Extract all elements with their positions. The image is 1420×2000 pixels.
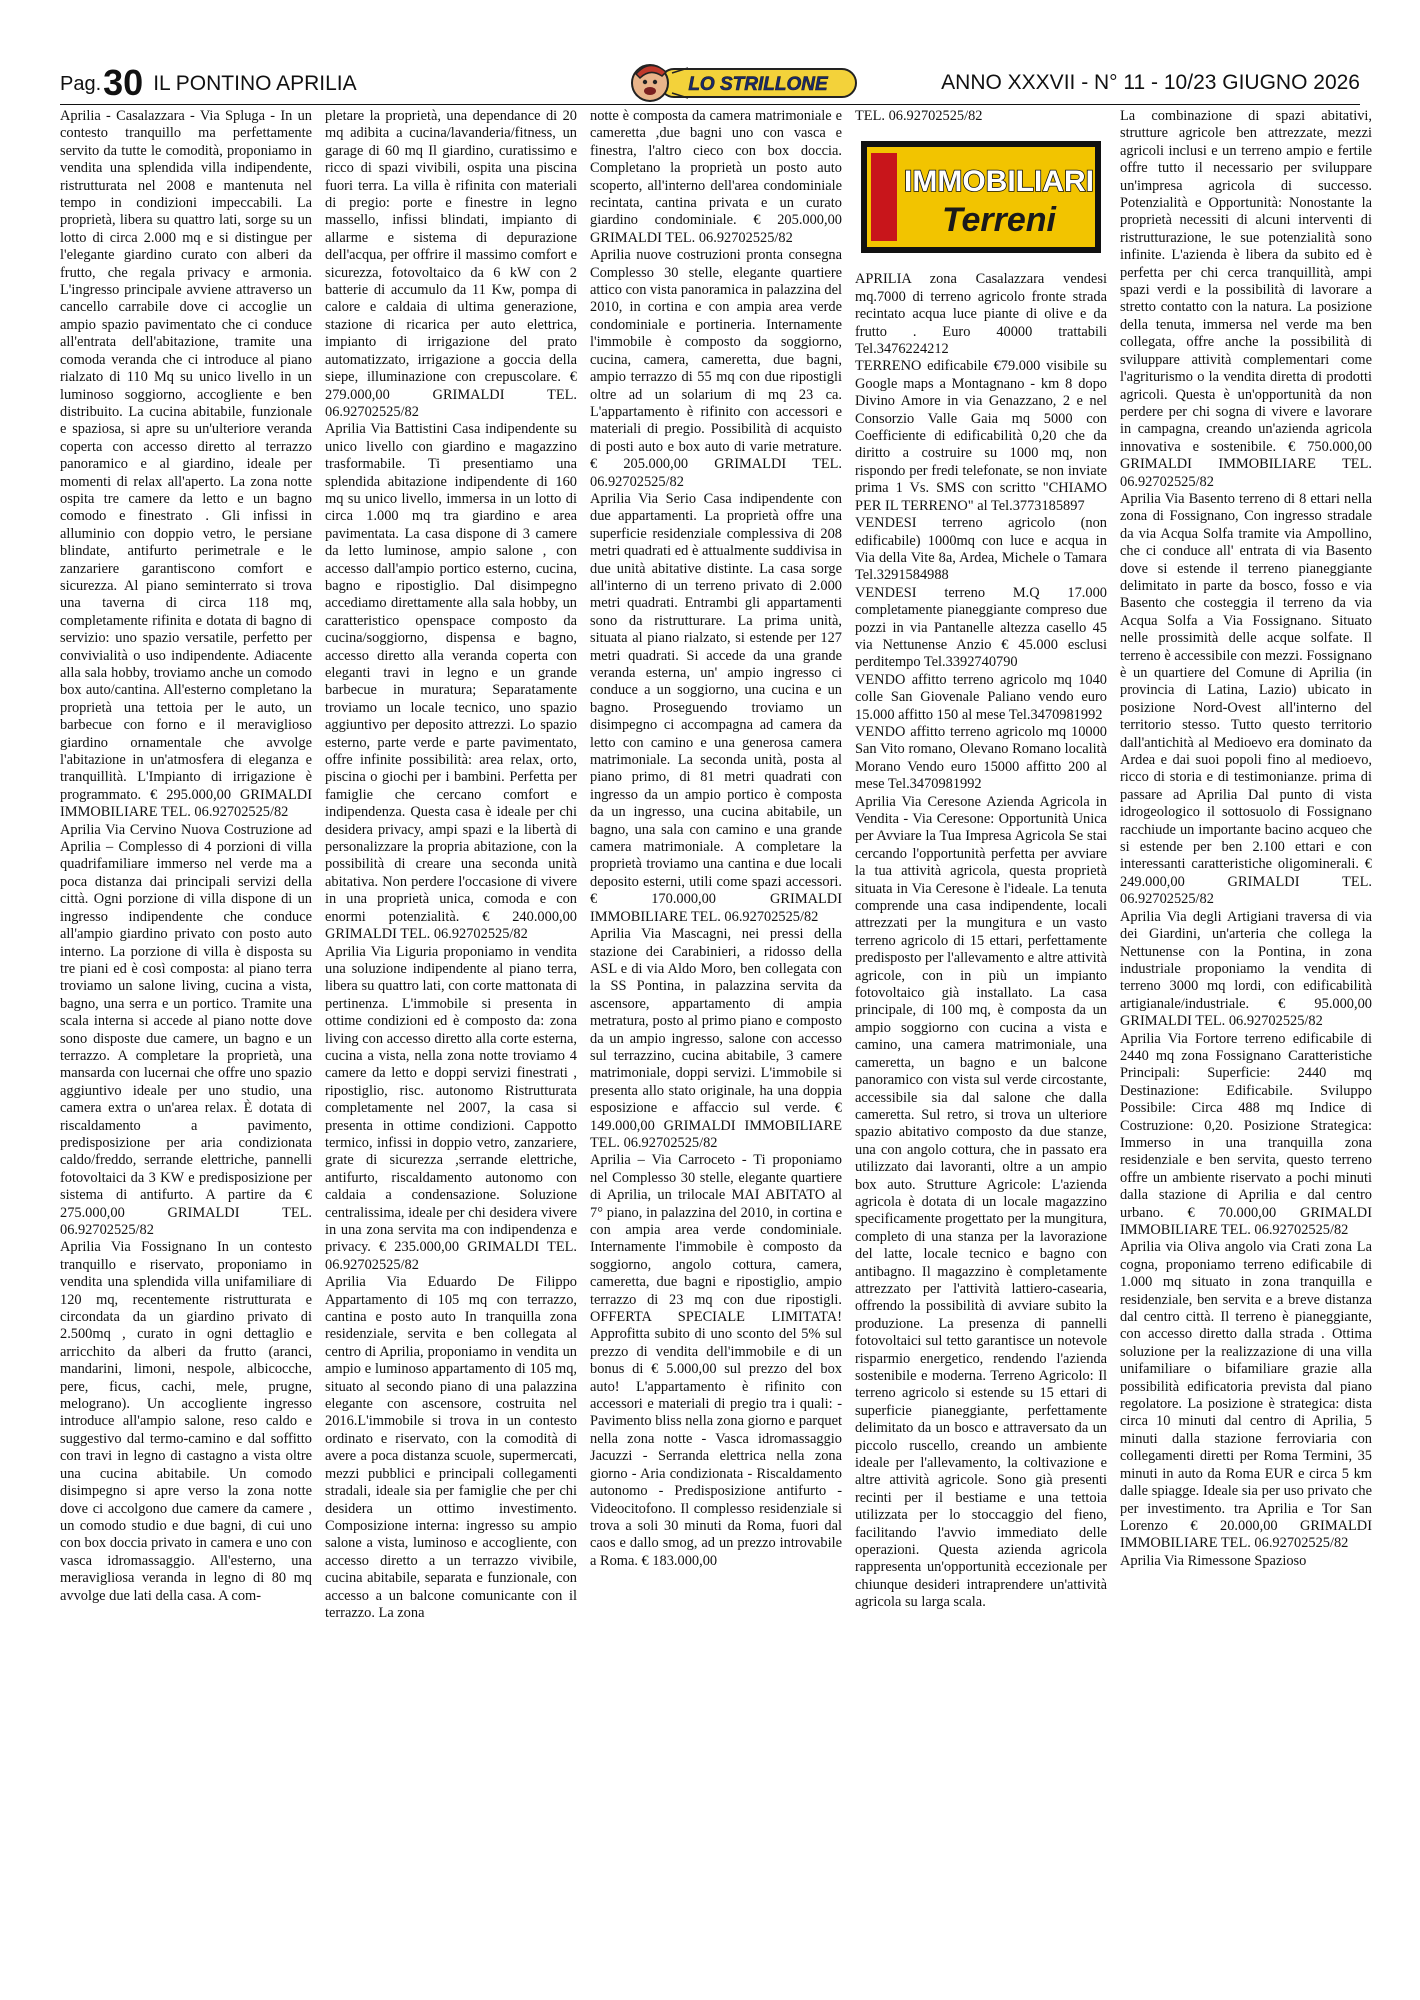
listing: TERRENO edificabile €79.000 visibile su Google maps a Montagnano - km 8 dopo Divino Amore in via Genazzano, 2 e nel Consorzio Valle Gaia mq 5000 con Coefficiente di edificabilità 0,20 che da diritto a costruire su 1000 mq, non rispondo per fredi telefonate, se non inviate prima 1 Vs. SMS con scritto "CHIAMO PER IL TERRENO" al Tel.3773185897 (855, 358, 1107, 514)
listing: Aprilia Via Mascagni, nei pressi della stazione dei Carabinieri, a ridosso della ASL e di via Aldo Moro, ben collegata con la SS Pontina, in palazzina servita da ascensore, appartamento di ampia metratura, posto al primo piano e composto da un ampio ingresso, salone con accesso sul terrazzino, cucina abitabile, 3 camere matrimoniale, doppi servizi. L'immobile si presenta allo stato originale, ha una doppia esposizione e affaccio sul verde. € 149.000,00 GRIMALDI IMMOBILIARE TEL. 06.92702525/82 (590, 926, 842, 1151)
listing: Aprilia Via Rimessone Spazioso (1120, 1552, 1307, 1569)
banner-subtitle: Terreni (941, 201, 1057, 240)
listing: pletare la proprietà, una dependance di 20 mq adibita a cucina/lavanderia/fitness, un garage di 60 mq Il giardino, curatissimo e ricco di spazi vivibili, ospita una piscina fuori terra. La villa è rifinita con materiali di pregio: porte e finestre in legno massello, infissi blindati, impianto di allarme e sistema di depurazione dell'acqua, per offrire il massimo comfort e sicurezza, fotovoltaico da 6 kW con 2 batterie di accumulo da 11 Kw, pompa di calore e caldaia di ultima generazione, stazione di ricarica per auto elettrica, impianto di irrigazione del prato automatizzato, irrigazione a goccia della siepe, illuminazione con crepuscolare. € 279.000,00 GRIMALDI TEL. 06.92702525/82 (325, 108, 577, 420)
strillone-logo (628, 60, 858, 106)
page-prefix: Pag. (60, 73, 102, 95)
listing: Aprilia Via Basento terreno di 8 ettari nella zona di Fossignano, Con ingresso stradale da via Acqua Solfa tramite via Ampollino, che ci conduce all' entrata di via Basento dove si estende il terreno pianeggiante delimitato in parte da bosco, fosso e via Basento che costeggia il terreno da via Acqua Solfa a Via Fossignano. Situato nelle prossimità delle acque solfate. Il terreno è accessibile con mezzi. Fossignano è un quartiere del Comune di Aprilia (in provincia di Latina, Lazio) ubicato in posizione Nord-Ovest all'interno del territorio stesso. Tutto questo territorio dall'antichità al Medioevo era dominato da Ardea e dai suoi popoli fino al medioevo, ricco di storia e di testimonianze. prima di passare ad Aprilia Dal punto di vista idrogeologico il sottosuolo di Fossignano racchiude un importante bacino acqueo che si estende per ben 2.100 ettari e con interessanti caratteristiche oligominerali. € 249.000,00 GRIMALDI TEL. 06.92702525/82 (1120, 490, 1372, 908)
strillone-logo-graphic (628, 60, 858, 106)
publication-name: IL PONTINO APRILIA (153, 72, 357, 95)
listing: APRILIA zona Casalazzara vendesi mq.7000 di terreno agricolo fronte strada recintato acqua luce piante di olive e da frutto . Euro 40000 trattabili Tel.3476224212 (855, 271, 1107, 358)
section-banner (861, 141, 1101, 253)
listing: VENDESI terreno agricolo (non edificabile) 1000mq con luce e acqua in Via della Vite 8a, Ardea, Michele o Tamara Tel.3291584988 (855, 515, 1107, 584)
banner-title: IMMOBILIARI (904, 165, 1094, 199)
column-5 (1120, 108, 1372, 1978)
listing: Aprilia Via Fortore terreno edificabile di 2440 mq zona Fossignano Caratteristiche Principali: Superficie: 2440 mq Destinazione: Edificabile. Sviluppo Possibile: Circa 488 mq Indice di Costruzione: 0,20. Posizione Strategica: Immerso in una tranquilla zona residenziale e ben servita, questo terreno offre un ambiente riservato a pochi minuti dalla stazione di Aprilia e dal centro urbano. € 70.000,00 GRIMALDI IMMOBILIARE TEL. 06.92702525/82 (1120, 1030, 1372, 1238)
listing: Aprilia - Casalazzara - Via Spluga - In un contesto tranquillo ma perfettamente servito da tutte le comodità, proponiamo in vendita una splendida villa indipendente, ristrutturata nel 2008 e mantenuta nel tempo in condizioni impeccabili. La proprietà, libera su quattro lati, sorge su un lotto di circa 2.000 mq e si distingue per l'elegante giardino curato con alberi da frutto, che regala privacy e armonia. L'ingresso principale avviene attraverso un cancello carrabile dove ci accoglie un ampio spazio pavimentato che ci conduce all'entrata dell'abitazione, tramite una comoda veranda che ci introduce al piano rialzato di 110 Mq su unico livello in un luminoso soggiorno, accogliente e ben distribuito. La cucina abitabile, funzionale e spaziosa, si apre su un'ulteriore veranda coperta con accesso diretto al terrazzo panoramico e al giardino, ideale per momenti di relax all'aperto. La zona notte ospita tre camere da letto e un bagno comodo e finestrato . Gli infissi in alluminio con doppio vetro, le persiane blindate, antifurto perimetrale e le zanzariere garantiscono comfort e sicurezza. Al piano seminterrato si trova una taverna di circa 118 mq, completamente rifinita e dotata di bagno di servizio: uno spazio versatile, perfetto per convivialità o uso indipendente. Adiacente alla sala hobby, troviamo anche un comodo box auto/cantina. All'esterno completano la proprietà una tettoia per le auto, un barbecue con forno e il meraviglioso giardino ornamentale che avvolge l'abitazione in un'atmosfera di eleganza e tranquillità. L'Impianto di irrigazione è programmato. € 295.000,00 GRIMALDI IMMOBILIARE TEL. 06.92702525/82 (60, 108, 312, 821)
banner-graphic (861, 141, 1101, 253)
listing: Aprilia Via Eduardo De Filippo Appartamento di 105 mq con terrazzo, cantina e posto auto In tranquilla zona residenziale, servita e ben collegata al centro di Aprilia, proponiamo in vendita un ampio e luminoso appartamento di 105 mq, situato al secondo piano di una palazzina elegante con ascensore, costruita nel 2016.L'immobile si trova in un contesto ordinato e riservato, con la comodità di avere a poca distanza scuole, supermercati, mezzi pubblici e principali collegamenti stradali, ideale sia per famiglie che per chi desidera un ottimo investimento. Composizione interna: ingresso su ampio salone a vista, luminoso e accogliente, con accesso diretto a un terrazzo vivibile, cucina abitabile, separata e funzionale, con accesso a un balcone comunicante con il terrazzo. La zona (325, 1274, 577, 1621)
listing-continuation: TEL. 06.92702525/82 (855, 108, 983, 124)
page-label (60, 62, 357, 105)
listing: Aprilia – Via Carroceto - Ti proponiamo nel Complesso 30 stelle, elegante quartiere di Aprilia, un trilocale MAI ABITATO al 7° piano, in palazzina del 2010, in cortina e con ampia area verde condominiale. Internamente l'immobile è composto da soggiorno, angolo cottura, camera, cameretta, due bagni e ripostiglio, ampio terrazzo di 23 mq con due ripostigli. OFFERTA SPECIALE LIMITATA! Approfitta subito di uno sconto del 5% sul prezzo di vendita dell'immobile e di un bonus di € 5.000,00 sul prezzo del box auto! L'appartamento è rifinito con accessori e materiali di pregio tra i quali: - Pavimento bliss nella zona giorno e parquet nella zona notte - Vasca idromassaggio Jacuzzi - Serranda elettrica nella zona giorno - Aria condizionata - Riscaldamento autonomo - Predisposizione antifurto - Videocitofono. Il complesso residenziale si trova a soli 30 minuti da Roma, fuori dal caos e dallo smog, ad un prezzo introvabile a Roma. € 183.000,00 (590, 1152, 842, 1569)
column-4 (855, 108, 1107, 1978)
listing: Aprilia Via Serio Casa indipendente con due appartamenti. La proprietà offre una superficie residenziale complessiva di 208 metri quadrati ed è attualmente suddivisa in due unità abitative distinte. La casa sorge all'interno di un terreno privato di 2.000 metri quadrati. Entrambi gli appartamenti sono da ristrutturare. La prima unità, situata al piano rialzato, si estende per 127 metri quadrati. Si accede da una grande veranda esterna, un' ampio ingresso ci conduce a un soggiorno, una cucina e un bagno. Proseguendo troviamo un disimpegno ci accompagna ad camera da letto con camino e una generosa camera matrimoniale. La seconda unità, posta al piano primo, di 81 metri quadrati con ingresso da un ampio portico è composta da un ingresso, una cucina abitabile, un bagno, una sala con camino e una grande camera matrimoniale. A completare la proprietà troviamo una cantina e due locali deposito esterni, utili come spazi accessori. € 170.000,00 GRIMALDI IMMOBILIARE TEL. 06.92702525/82 (590, 490, 842, 925)
listing: Aprilia Via Fossignano In un contesto tranquillo e riservato, proponiamo in vendita una splendida villa unifamiliare di 120 mq, recentemente ristrutturata e circondata da un giardino privato di 2.500mq , curato in ogni dettaglio e arricchito da alberi da frutto (aranci, mandarini, limoni, nespole, albicocche, pere, ficus, cachi, mele, prugne, melograno). Un accogliente ingresso introduce all'ampio salone, reso caldo e suggestivo dal termo-camino e dal soffitto con travi in legno di castagno a vista oltre una cucina abitabile. Un comodo disimpegno si apre verso la zona notte dove ci accolgono due camere da camere , un comodo studio e due bagni, di cui uno con box doccia privato in camera e uno con vasca idromassaggio. All'esterno, una meravigliosa veranda in legno di 80 mq avvolge due lati della casa. A com- (60, 1239, 312, 1604)
listing: Aprilia via Oliva angolo via Crati zona La cogna, proponiamo terreno edificabile di 1.000 mq situato in zona tranquilla e residenziale, ben servita e a breve distanza dal centro città. Il terreno è pianeggiante, con accesso diretto dalla strada . Ottima soluzione per la realizzazione di una villa unifamiliare o bifamiliare grazie alla possibilità edificatoria prevista dal piano regolatore. La posizione è strategica: dista circa 10 minuti dal centro di Aprilia, 5 minuti dalla stazione ferroviaria con collegamenti diretti per Roma Termini, 35 minuti in auto da Roma EUR e circa 5 km dalle spiagge. Ideale sia per uso privato che per investimento. tra Aprilia e Tor San Lorenzo € 20.000,00 GRIMALDI IMMOBILIARE TEL. 06.92702525/82 (1120, 1239, 1372, 1552)
listing: Aprilia Via Liguria proponiamo in vendita una soluzione indipendente al piano terra, libera su quattro lati, con corte mattonata di pertinenza. L'immobile si presenta in ottime condizioni ed è composto da: zona living con accesso diretto alla corte esterna, cucina a vista, nella zona notte troviamo 4 camere da letto e doppi servizi finestrati , ripostiglio, risc. autonomo Ristrutturata completamente nel 2007, la casa si presenta in ottime condizioni. Cappotto termico, infissi in doppio vetro, zanzariere, grate di sicurezza ,serrande elettriche, antifurto, riscaldamento autonomo con caldaia a condensazione. Soluzione centralissima, ideale per chi desidera vivere in una zona servita ma con indipendenza e privacy. € 235.000,00 GRIMALDI TEL. 06.92702525/82 (325, 943, 577, 1273)
listing: Aprilia Via Battistini Casa indipendente su unico livello con giardino e magazzino trasformabile. Ti presentiamo una splendida abitazione indipendente di 160 mq su unico livello, immersa in un lotto di circa 1.000 mq tra giardino e area pavimentata. La casa dispone di 3 camere da letto luminose, ampio salone , con accesso dall'ampio portico esterno, cucina, bagno e ripostiglio. Dal disimpegno accediamo direttamente alla sala hobby, un caratteristico openspace composto da cucina/soggiorno, dispensa e bagno, accesso diretto alla veranda coperta con eleganti travi in legno e un grande barbecue in muratura; Separatamente troviamo un locale tecnico, uno spazio aggiuntivo per deposito attrezzi. Lo spazio esterno, parte verde e parte pavimentato, offre infinite possibilità: area relax, orto, piscina o giochi per i bambini. Perfetta per famiglie che cercano comfort e indipendenza. Questa casa è ideale per chi desidera privacy, ampi spazi e la libertà di personalizzare la propria abitazione, con la possibilità di creare una seconda unità abitativa. Non perdere l'occasione di vivere in una proprietà unica, comoda e con enormi potenzialità. € 240.000,00 GRIMALDI TEL. 06.92702525/82 (325, 421, 577, 943)
column-1 (60, 108, 312, 1978)
page-number: 30 (103, 62, 144, 103)
listing: VENDESI terreno M.Q 17.000 completamente pianeggiante compreso due pozzi in via Pantanelle altezza casello 45 via Nettunense Anzio € 45.000 esclusi perditempo Tel.3392740790 (855, 584, 1107, 671)
listing: Aprilia Via degli Artigiani traversa di via dei Giardini, un'arteria che collega la Nettunense con la Pontina, in zona industriale proponiamo la vendita di terreno 3000 mq lordi, con edificabilità artigianale/industriale. € 95.000,00 GRIMALDI TEL. 06.92702525/82 (1120, 908, 1372, 1030)
listing: La combinazione di spazi abitativi, strutture agricole ben attrezzate, mezzi agricoli inclusi e un terreno ampio e fertile offre tutto il necessario per sviluppare un'impresa agricola di successo. Potenzialità e Opportunità: Nonostante la proprietà necessiti di alcuni interventi di ristrutturazione, le sue potenzialità sono infinite. L'azienda è libera da subito ed è perfetta per chi cerca tranquillità, ampi spazi verdi e la possibilità di lavorare a stretto contatto con la natura. La posizione della tenuta, immersa nel verde ma ben collegata, offre anche la possibilità di sviluppare attività complementari come l'agriturismo o la vendita diretta di prodotti agricoli. Questa è un'opportunità da non perdere per chi sogna di vivere e lavorare in campagna, creando un'azienda agricola innovativa e sostenibile. € 750.000,00 GRIMALDI IMMOBILIARE TEL. 06.92702525/82 (1120, 108, 1372, 490)
listing: Aprilia Via Ceresone Azienda Agricola in Vendita - Via Ceresone: Opportunità Unica per Avviare la Tua Impresa Agricola Se stai cercando l'opportunità perfetta per avviare la tua attività agricola, questa proprietà situata in Via Ceresone è l'ideale. La tenuta comprende una casa indipendente, locali attrezzati per la mungitura e un vasto terreno agricolo di 15 ettari, perfettamente predisposto per l'allevamento e altre attività agricole, con in più un impianto fotovoltaico già installato. La casa principale, di 100 mq, è composta da un ampio soggiorno con cucina a vista e camino, una camera matrimoniale, una cameretta, un bagno e un balcone panoramico con vista sul verde circostante, accessibile sia dal salone che dalla cameretta. Sul retro, si trova un ulteriore spazio abitativo composto da due stanze, una con angolo cottura, che in passato era utilizzato dai lavoranti, oltre a un ampio box auto. Strutture Agricole: L'azienda agricola è dotata di un locale magazzino specificamente progettato per la mungitura, completo di una stanza per la lavorazione del latte, locale tecnico e bagno con antibagno. Il magazzino è completamente attrezzato per l'attività lattiero-casearia, offrendo la possibilità di avviare subito la produzione. La presenza di pannelli fotovoltaici sul tetto garantisce un notevole risparmio energetico, rendendo l'azienda sostenibile e moderna. Terreno Agricolo: Il terreno agricolo si estende su 15 ettari di superficie pianeggiante, perfettamente delimitato da un bosco e attraversato da un piccolo ruscello, creando un ambiente ideale per l'allevamento, la coltivazione e altre attività agricole. Sono già presenti recinti per il bestiame e una tettoia utilizzata per lo stoccaggio del fieno, facilitando l'avvio immediato delle operazioni. Questa azienda agricola rappresenta un'opportunità eccezionale per chiunque desideri intraprendere un'attività agricola su larga scala. (855, 793, 1107, 1611)
logo-text: LO STRILLONE (688, 74, 828, 95)
column-2 (325, 108, 577, 1978)
issue-info: ANNO XXXVII - N° 11 - 10/23 GIUGNO 2026 (941, 71, 1360, 94)
listing: VENDO affitto terreno agricolo mq 10000 San Vito romano, Olevano Romano località Morano Vendo euro 15000 affitto 200 al mese Tel.3470981992 (855, 723, 1107, 793)
listing: notte è composta da camera matrimoniale e cameretta ,due bagni uno con vasca e finestra, l'altro cieco con box doccia. Completano la proprietà un posto auto scoperto, all'interno dell'area condominiale recintata, cantina privata e un curato giardino condominiale. € 205.000,00 GRIMALDI TEL. 06.92702525/82 (590, 108, 842, 246)
column-3 (590, 108, 842, 1978)
listing: VENDO affitto terreno agricolo mq 1040 colle San Giovenale Paliano vendo euro 15.000 affitto 150 al mese Tel.3470981992 (855, 671, 1107, 723)
header-rule (60, 104, 1360, 105)
listing: Aprilia Via Cervino Nuova Costruzione ad Aprilia – Complesso di 4 porzioni di villa quadrifamiliare immerso nel verde ma a poca distanza dai principali servizi della città. Ogni porzione di villa dispone di un ingresso indipendente che conduce all'ampio giardino privato con posto auto interno. La porzione di villa è disposta su tre piani ed è così composta: al piano terra troviamo un salone living, cucina a vista, bagno, una serra e un portico. Tramite una scala interna si accede al piano notte dove sono disposte due camere, un bagno e un terrazzo. A completare la proprietà, una mansarda con lucernai che offre uno spazio aggiuntivo ideale per uno studio, una camera extra o un'area relax. È dotata di riscaldamento a pavimento, predisposizione per aria condizionata caldo/freddo, serrande elettriche, pannelli fotovoltaici da 3 KW e predisposizione per sistema di antifurto. A partire da € 275.000,00 GRIMALDI TEL. 06.92702525/82 (60, 821, 312, 1238)
listing: Aprilia nuove costruzioni pronta consegna Complesso 30 stelle, elegante quartiere attico con vista panoramica in palazzina del 2010, in cortina e con ampia area verde condominiale e portineria. Internamente l'immobile è composto da soggiorno, cucina, camera, cameretta, due bagni, ampio terrazzo di 55 mq con due ripostigli oltre ad un solarium di mq 23 ca. L'appartamento è rifinito con accessori e materiali di pregio. Possibilità di acquisto di posti auto e box auto di varie metrature. € 205.000,00 GRIMALDI TEL. 06.92702525/82 (590, 247, 842, 490)
page-header (60, 62, 1360, 104)
